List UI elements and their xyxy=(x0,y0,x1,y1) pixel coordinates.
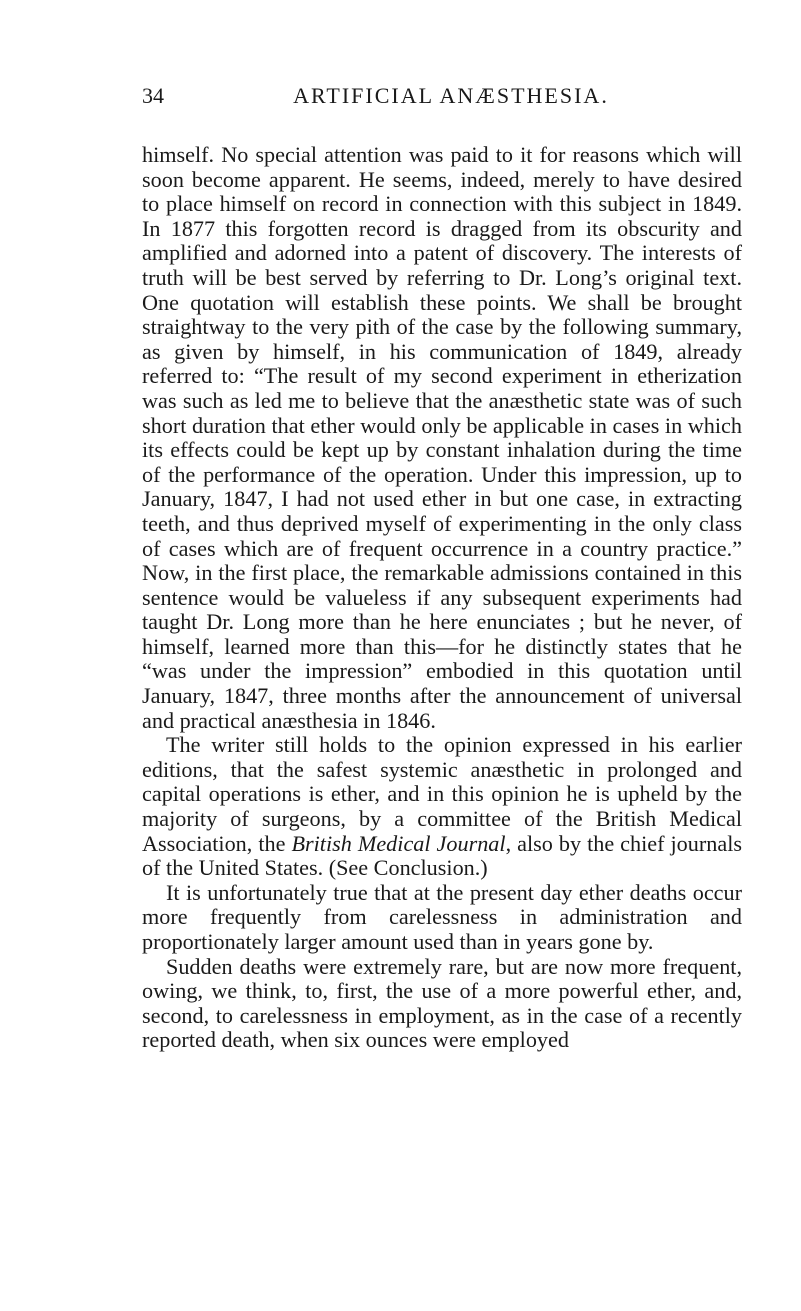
paragraph-2-text-b: , also by the chief journals of the United States. (See Conclusion.) xyxy=(142,830,742,881)
page-header xyxy=(142,83,740,113)
running-head: ARTIFICIAL ANÆSTHESIA. xyxy=(293,83,609,108)
journal-title-italic: British Medical Journal xyxy=(291,830,506,856)
body-text xyxy=(142,143,742,1053)
paragraph-2 xyxy=(142,733,742,881)
paragraph-1: himself. No special attention was paid to it for reasons which will soon become apparent. He seems, indeed, merely to have desired to place himself on record in connection with this subject in 1849. In 1877 this forgotten record is dragged from its obscurity and amplified and adorned into a patent of discovery. The interests of truth will be best served by referring to Dr. Long’s original text. One quotation will establish these points. We shall be brought straightway to the very pith of the case by the following summary, as given by himself, in his communication of 1849, already referred to: “The result of my second experiment in etherization was such as led me to believe that the anæsthetic state was of such short duration that ether would only be applicable in cases in which its effects could be kept up by constant inhalation during the time of the performance of the operation. Under this impression, up to January, 1847, I had not used ether in but one case, in extracting teeth, and thus deprived myself of experimenting in the only class of cases which are of frequent occurrence in a country practice.” Now, in the first place, the remarkable admissions contained in this sentence would be valueless if any subsequent experiments had taught Dr. Long more than he here enunciates ; but he never, of himself, learned more than this—for he distinctly states that he “was under the impression” embodied in this quotation until January, 1847, three months after the announcement of universal and practical anæsthesia in 1846. xyxy=(142,142,742,733)
paragraph-2-text-a: The writer still holds to the opinion expressed in his earlier editions, that the safest systemic anæsthetic in prolonged and capital operations is ether, and in this opinion he is upheld by the majority of surgeons, by a committee of the British Medical Association, the xyxy=(142,732,742,856)
page-number: 34 xyxy=(142,83,164,108)
paragraph-4: Sudden deaths were extremely rare, but are now more frequent, owing, we think, to, first, the use of a more powerful ether, and, second, to carelessness in employment, as in the case of a recently reported death, when six ounces were employed xyxy=(142,953,742,1053)
paragraph-3: It is unfortunately true that at the present day ether deaths occur more frequently from carelessness in administration and proportionately larger amount used than in years gone by. xyxy=(142,879,742,954)
